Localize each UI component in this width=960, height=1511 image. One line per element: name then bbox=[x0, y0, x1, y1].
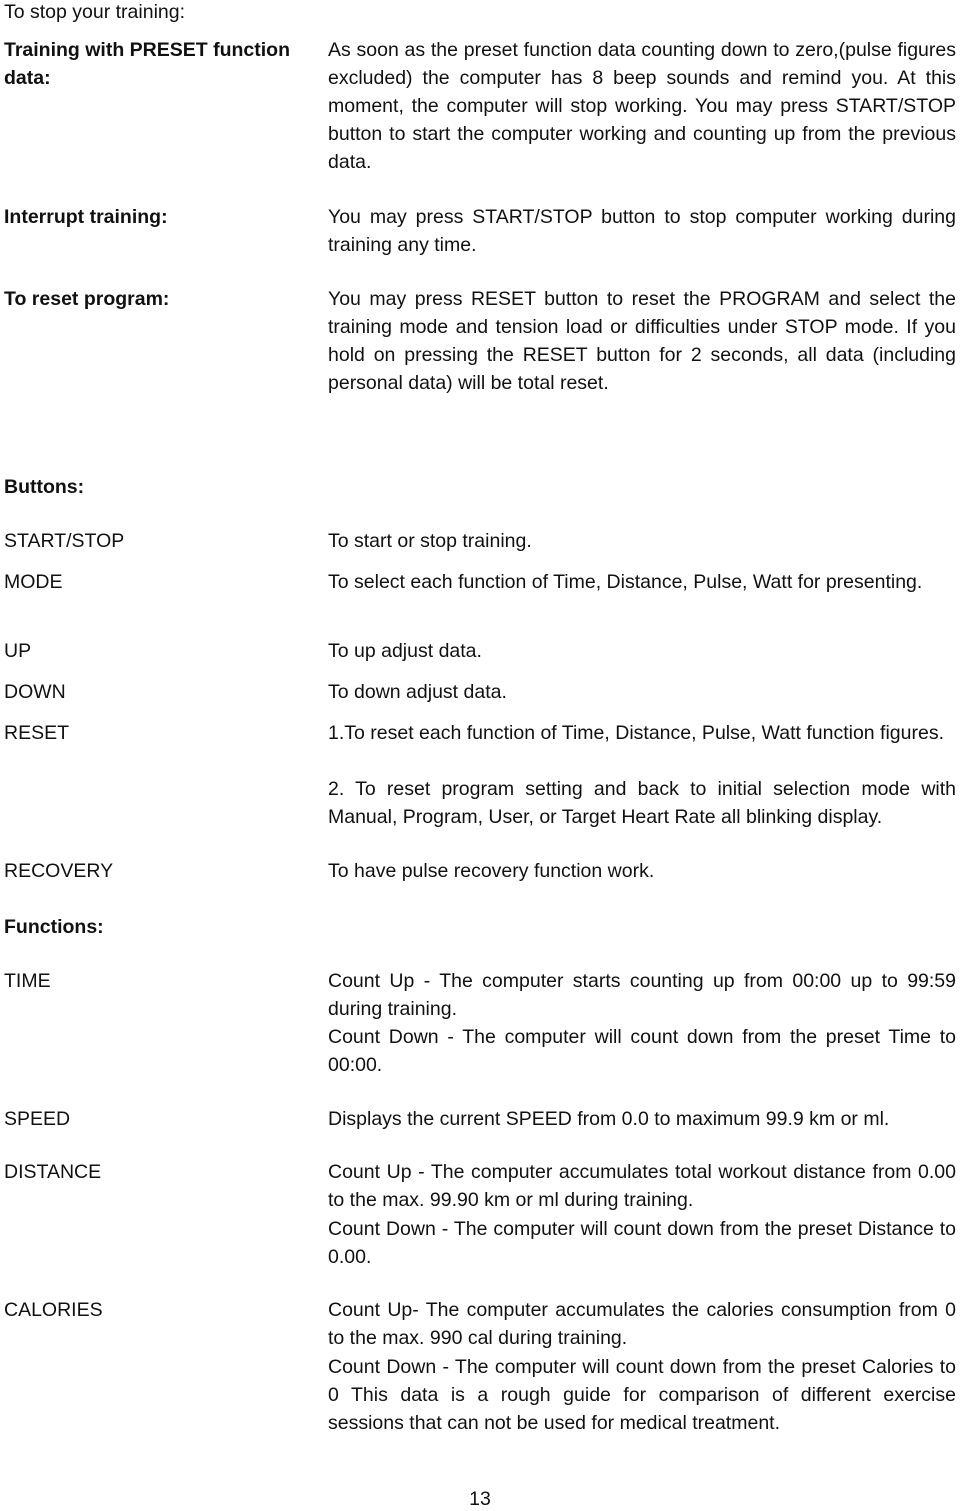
button-name-up: UP bbox=[4, 640, 32, 662]
function-name-calories: CALORIES bbox=[4, 1299, 103, 1321]
text-interrupt-training: You may press START/STOP button to stop computer working during training any time. bbox=[328, 206, 956, 256]
function-desc-distance-1: Count Up - The computer accumulates total workout distance from 0.00 to the max. 99.90 km or ml during training. bbox=[328, 1161, 956, 1211]
page-number: 13 bbox=[469, 1488, 491, 1510]
button-desc-mode: To select each function of Time, Distance, Pulse, Watt for presenting. bbox=[328, 571, 923, 593]
button-desc-reset-1: 1.To reset each function of Time, Distance, Pulse, Watt function figures. bbox=[328, 722, 944, 744]
button-desc-recovery: To have pulse recovery function work. bbox=[328, 860, 655, 882]
function-name-speed: SPEED bbox=[4, 1108, 71, 1130]
label-interrupt-training: Interrupt training: bbox=[4, 206, 168, 228]
button-desc-down: To down adjust data. bbox=[328, 681, 507, 703]
function-name-time: TIME bbox=[4, 970, 51, 992]
text-training-with-preset: As soon as the preset function data counting down to zero,(pulse figures excluded) the computer has 8 beep sounds and remind you. At this moment, the computer will stop working. You may press START/STOP button to start the computer working and counting up from the previous data. bbox=[328, 39, 956, 173]
label-training-with-preset: Training with PRESET function data: bbox=[4, 39, 290, 89]
function-desc-speed: Displays the current SPEED from 0.0 to maximum 99.9 km or ml. bbox=[328, 1108, 890, 1130]
button-name-recovery: RECOVERY bbox=[4, 860, 114, 882]
section-heading-buttons: Buttons: bbox=[4, 476, 85, 498]
function-desc-time-1: Count Up - The computer starts counting up from 00:00 up to 99:59 during training. bbox=[328, 970, 956, 1020]
button-desc-reset-2: 2. To reset program setting and back to initial selection mode with Manual, Program, User, or Target Heart Rate all blinking display. bbox=[328, 778, 956, 828]
function-desc-calories-2: Count Down - The computer will count down from the preset Calories to 0 This data is a rough guide for comparison of different exercise sessions that can not be used for medical treatment. bbox=[328, 1356, 956, 1434]
button-name-down: DOWN bbox=[4, 681, 66, 703]
section-heading-functions: Functions: bbox=[4, 916, 104, 938]
button-name-mode: MODE bbox=[4, 571, 63, 593]
function-name-distance: DISTANCE bbox=[4, 1161, 102, 1183]
function-desc-calories-1: Count Up- The computer accumulates the calories consumption from 0 to the max. 990 cal during training. bbox=[328, 1299, 956, 1349]
section-heading-stop-training: To stop your training: bbox=[4, 1, 186, 23]
label-reset-program: To reset program: bbox=[4, 288, 170, 310]
button-desc-start-stop: To start or stop training. bbox=[328, 530, 532, 552]
button-desc-up: To up adjust data. bbox=[328, 640, 482, 662]
function-desc-time-2: Count Down - The computer will count down from the preset Time to 00:00. bbox=[328, 1026, 956, 1076]
button-name-start-stop: START/STOP bbox=[4, 530, 125, 552]
text-reset-program: You may press RESET button to reset the PROGRAM and select the training mode and tension load or difficulties under STOP mode. If you hold on pressing the RESET button for 2 seconds, all data (including personal data) will be total reset. bbox=[328, 288, 956, 394]
function-desc-distance-2: Count Down - The computer will count down from the preset Distance to 0.00. bbox=[328, 1218, 956, 1268]
button-name-reset: RESET bbox=[4, 722, 70, 744]
